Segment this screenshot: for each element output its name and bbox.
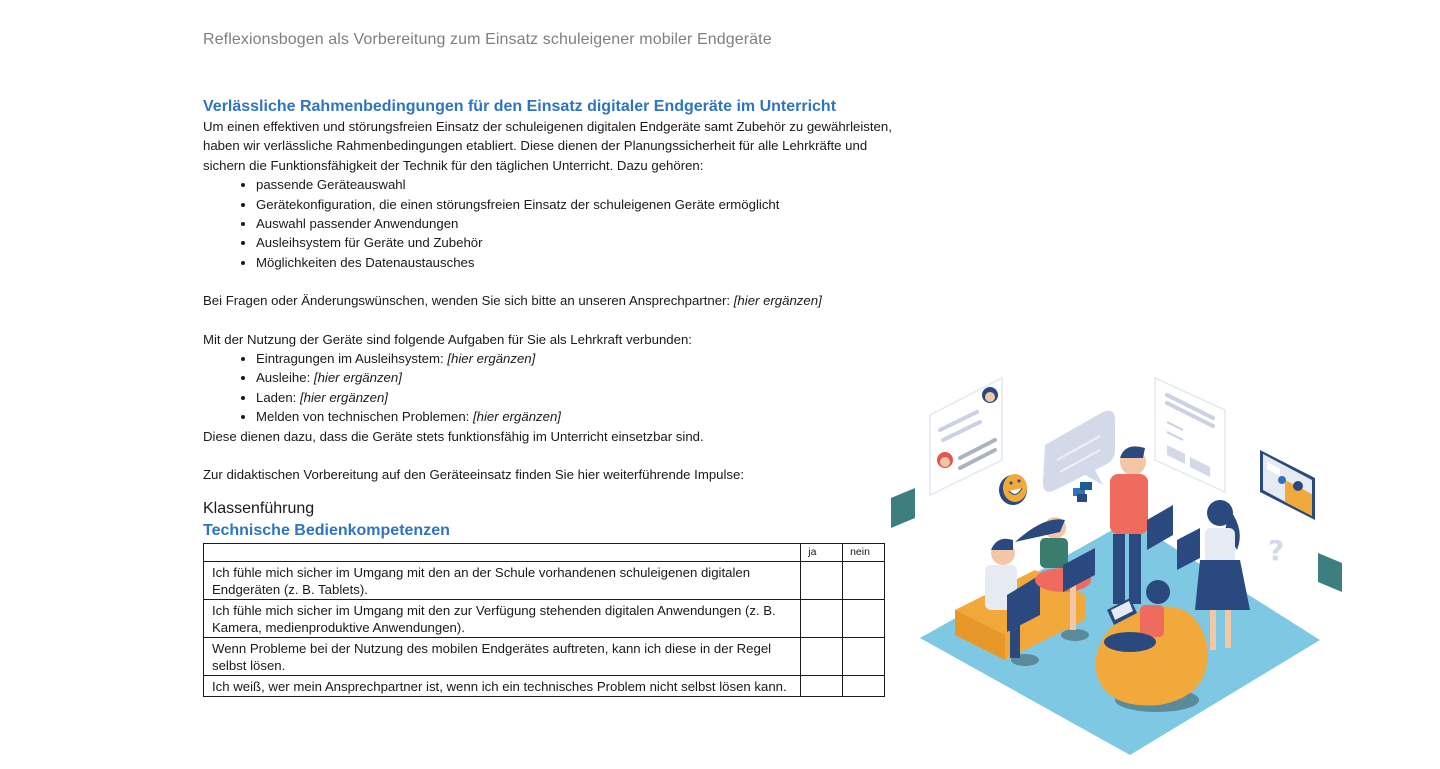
list-item xyxy=(256,388,893,407)
intro-paragraph: Um einen effektiven und störungsfreien Einsatz der schuleigenen digitalen Endgeräte samt Zubehör zu gewährleisten, haben wir verlässliche Rahmenbedingungen etabliert. Diese dienen der Planungssicherheit für alle Lehrkräfte und sichern die Funktionsfähigkeit der Technik für den täglichen Unterricht. Dazu gehören: xyxy=(203,119,892,173)
list-item xyxy=(256,407,893,426)
statement-cell: Ich fühle mich sicher im Umgang mit den zur Verfügung stehenden digitalen Anwendungen (z. B. Kamera, medienproduktive Anwendungen). xyxy=(204,599,801,637)
document-body xyxy=(203,97,893,697)
task-label: Ausleihe: xyxy=(256,370,314,386)
list-item: • Gerätekonfiguration, die einen störungsfreien Einsatz der schuleigenen Geräte ermöglicht xyxy=(256,195,893,214)
form-card-icon xyxy=(1155,378,1225,492)
task-placeholder[interactable]: [hier ergänzen] xyxy=(300,389,388,405)
nein-checkbox-cell[interactable] xyxy=(843,675,885,696)
section-heading-klassenfuehrung: Klassenführung xyxy=(203,499,315,517)
table-row xyxy=(204,637,885,675)
tasks-intro: Mit der Nutzung der Geräte sind folgende Aufgaben für Sie als Lehrkraft verbunden: xyxy=(203,331,692,347)
task-placeholder[interactable]: [hier ergänzen] xyxy=(473,409,561,425)
statement-cell: Ich weiß, wer mein Ansprechpartner ist, wenn ich ein technisches Problem nicht selbst lösen kann. xyxy=(204,675,801,696)
list-item: • Ausleihsystem für Geräte und Zubehör xyxy=(256,233,893,252)
team-collaboration-illustration xyxy=(885,370,1355,760)
table-row xyxy=(204,675,885,696)
list-item: • Möglichkeiten des Datenaustausches xyxy=(256,253,893,272)
table-row xyxy=(204,599,885,637)
smiley-icon xyxy=(999,474,1027,505)
self-assessment-table xyxy=(203,543,885,697)
wall-tile-right xyxy=(1318,553,1342,592)
list-item: • Auswahl passender Anwendungen xyxy=(256,214,893,233)
column-header-ja: ja xyxy=(801,543,843,561)
statement-cell: Ich fühle mich sicher im Umgang mit den an der Schule vorhandenen schuleigenen digitalen Endgeräten (z. B. Tablets). xyxy=(204,561,801,599)
list-item xyxy=(256,368,893,387)
question-mark-icon: ? xyxy=(1268,534,1285,567)
contact-placeholder[interactable]: [hier ergänzen] xyxy=(733,293,822,309)
speech-bubble-icon xyxy=(1043,411,1115,492)
tasks-outro: Diese dienen dazu, dass die Geräte stets funktionsfähig im Unterricht einsetzbar sind. xyxy=(203,428,704,444)
tasks-list xyxy=(203,349,893,427)
section-subheading-bedienkompetenzen: Technische Bedienkompetenzen xyxy=(203,521,450,539)
task-placeholder[interactable]: [hier ergänzen] xyxy=(447,351,536,367)
ja-checkbox-cell[interactable] xyxy=(801,599,843,637)
contact-paragraph xyxy=(203,291,893,310)
ja-checkbox-cell[interactable] xyxy=(801,637,843,675)
nein-checkbox-cell[interactable] xyxy=(843,561,885,599)
contact-text: Bei Fragen oder Änderungswünschen, wenden Sie sich bitte an unseren Ansprechpartner: xyxy=(203,293,734,309)
document-header: Reflexionsbogen als Vorbereitung zum Einsatz schuleigener mobiler Endgeräte xyxy=(203,31,772,48)
table-row xyxy=(204,561,885,599)
task-label: Melden von technischen Problemen: xyxy=(256,409,473,425)
column-header-statement xyxy=(204,543,801,561)
ja-checkbox-cell[interactable] xyxy=(801,675,843,696)
building-blocks-icon xyxy=(1073,482,1092,502)
list-item xyxy=(256,349,893,368)
column-header-nein: nein xyxy=(843,543,885,561)
ja-checkbox-cell[interactable] xyxy=(801,561,843,599)
chat-card-icon xyxy=(930,378,1002,495)
table-header-row xyxy=(204,543,885,561)
conditions-list xyxy=(203,175,893,272)
wall-tile-left xyxy=(891,488,915,528)
section-heading-rahmenbedingungen: Verlässliche Rahmenbedingungen für den Einsatz digitaler Endgeräte im Unterricht xyxy=(203,98,837,115)
task-label: Laden: xyxy=(256,389,300,405)
list-item: • passende Geräteauswahl xyxy=(256,175,893,194)
statement-cell: Wenn Probleme bei der Nutzung des mobilen Endgerätes auftreten, kann ich diese in der Regel selbst lösen. xyxy=(204,637,801,675)
nein-checkbox-cell[interactable] xyxy=(843,599,885,637)
task-label: Eintragungen im Ausleihsystem: xyxy=(256,351,448,367)
impulse-paragraph: Zur didaktischen Vorbereitung auf den Geräteeinsatz finden Sie hier weiterführende Impulse: xyxy=(203,467,745,483)
video-call-screen-icon xyxy=(1260,450,1315,520)
task-placeholder[interactable]: [hier ergänzen] xyxy=(313,370,402,386)
nein-checkbox-cell[interactable] xyxy=(843,637,885,675)
